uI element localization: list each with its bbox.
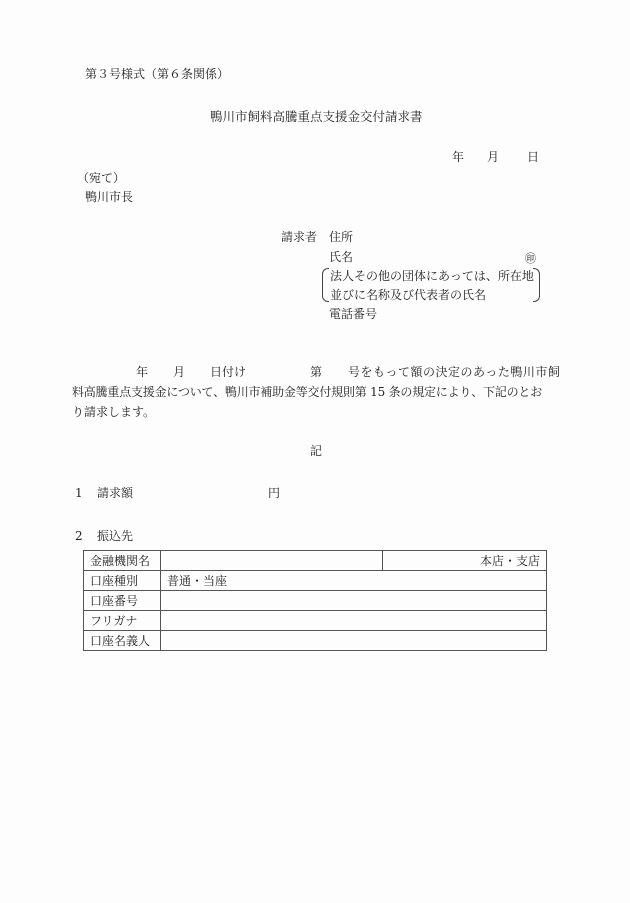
table-row [84, 631, 547, 651]
table-row [84, 551, 547, 571]
name-label: 氏名 [329, 250, 354, 264]
bank-name-label: 金融機関名 [84, 551, 161, 571]
furigana-field[interactable] [161, 611, 547, 631]
claimant-label: 請求者 [281, 230, 318, 244]
table-row [84, 571, 547, 591]
body-month: 月 [173, 365, 186, 379]
item1-label: 請求額 [97, 486, 134, 500]
corp-note-line1: 法人その他の団体にあっては、所在地 [330, 269, 534, 283]
table-row [84, 611, 547, 631]
item1-unit: 円 [268, 486, 281, 500]
furigana-label: フリガナ [84, 611, 161, 631]
phone-label: 電話番号 [329, 307, 378, 321]
account-type-label: 口座種別 [84, 571, 161, 591]
bank-transfer-table [83, 550, 547, 651]
date-month: 月 [487, 150, 500, 164]
address-label: 住所 [329, 230, 354, 244]
account-holder-label: 口座名義人 [84, 631, 161, 651]
branch-type: 本店・支店 [383, 551, 547, 571]
form-number: 第３号様式（第６条関係） [85, 67, 230, 81]
account-number-field[interactable] [161, 591, 547, 611]
ki-heading: 記 [310, 444, 323, 458]
body-number-prefix: 第 [310, 365, 323, 379]
left-bracket [322, 268, 329, 302]
body-line1-rest: 号をもって額の決定のあった鴨川市飼 [348, 365, 561, 379]
body-year: 年 [136, 365, 149, 379]
body-day: 日付け [210, 365, 247, 379]
date-day: 日 [527, 150, 540, 164]
body-line3: り請求します。 [72, 405, 156, 419]
account-type-value[interactable]: 普通・当座 [161, 571, 547, 591]
item1-number: 1 [75, 486, 83, 500]
account-number-label: 口座番号 [84, 591, 161, 611]
right-bracket [533, 268, 540, 302]
bank-name-field[interactable] [161, 551, 383, 571]
corp-note-line2: 並びに名称及び代表者の氏名 [330, 288, 487, 302]
body-line2: 料高騰重点支援金について、鴨川市補助金等交付規則第 15 条の規定により、下記のとお [72, 385, 543, 399]
document-title: 鴨川市飼料高騰重点支援金交付請求書 [210, 109, 423, 124]
account-holder-field[interactable] [161, 631, 547, 651]
item2-number: 2 [75, 529, 83, 543]
item2-label: 振込先 [97, 529, 134, 543]
date-year: 年 [452, 150, 465, 164]
seal-mark: ㊞ [525, 252, 536, 265]
table-row [84, 591, 547, 611]
addressee-prefix: （宛て） [77, 171, 126, 185]
addressee-name: 鴨川市長 [85, 190, 134, 204]
